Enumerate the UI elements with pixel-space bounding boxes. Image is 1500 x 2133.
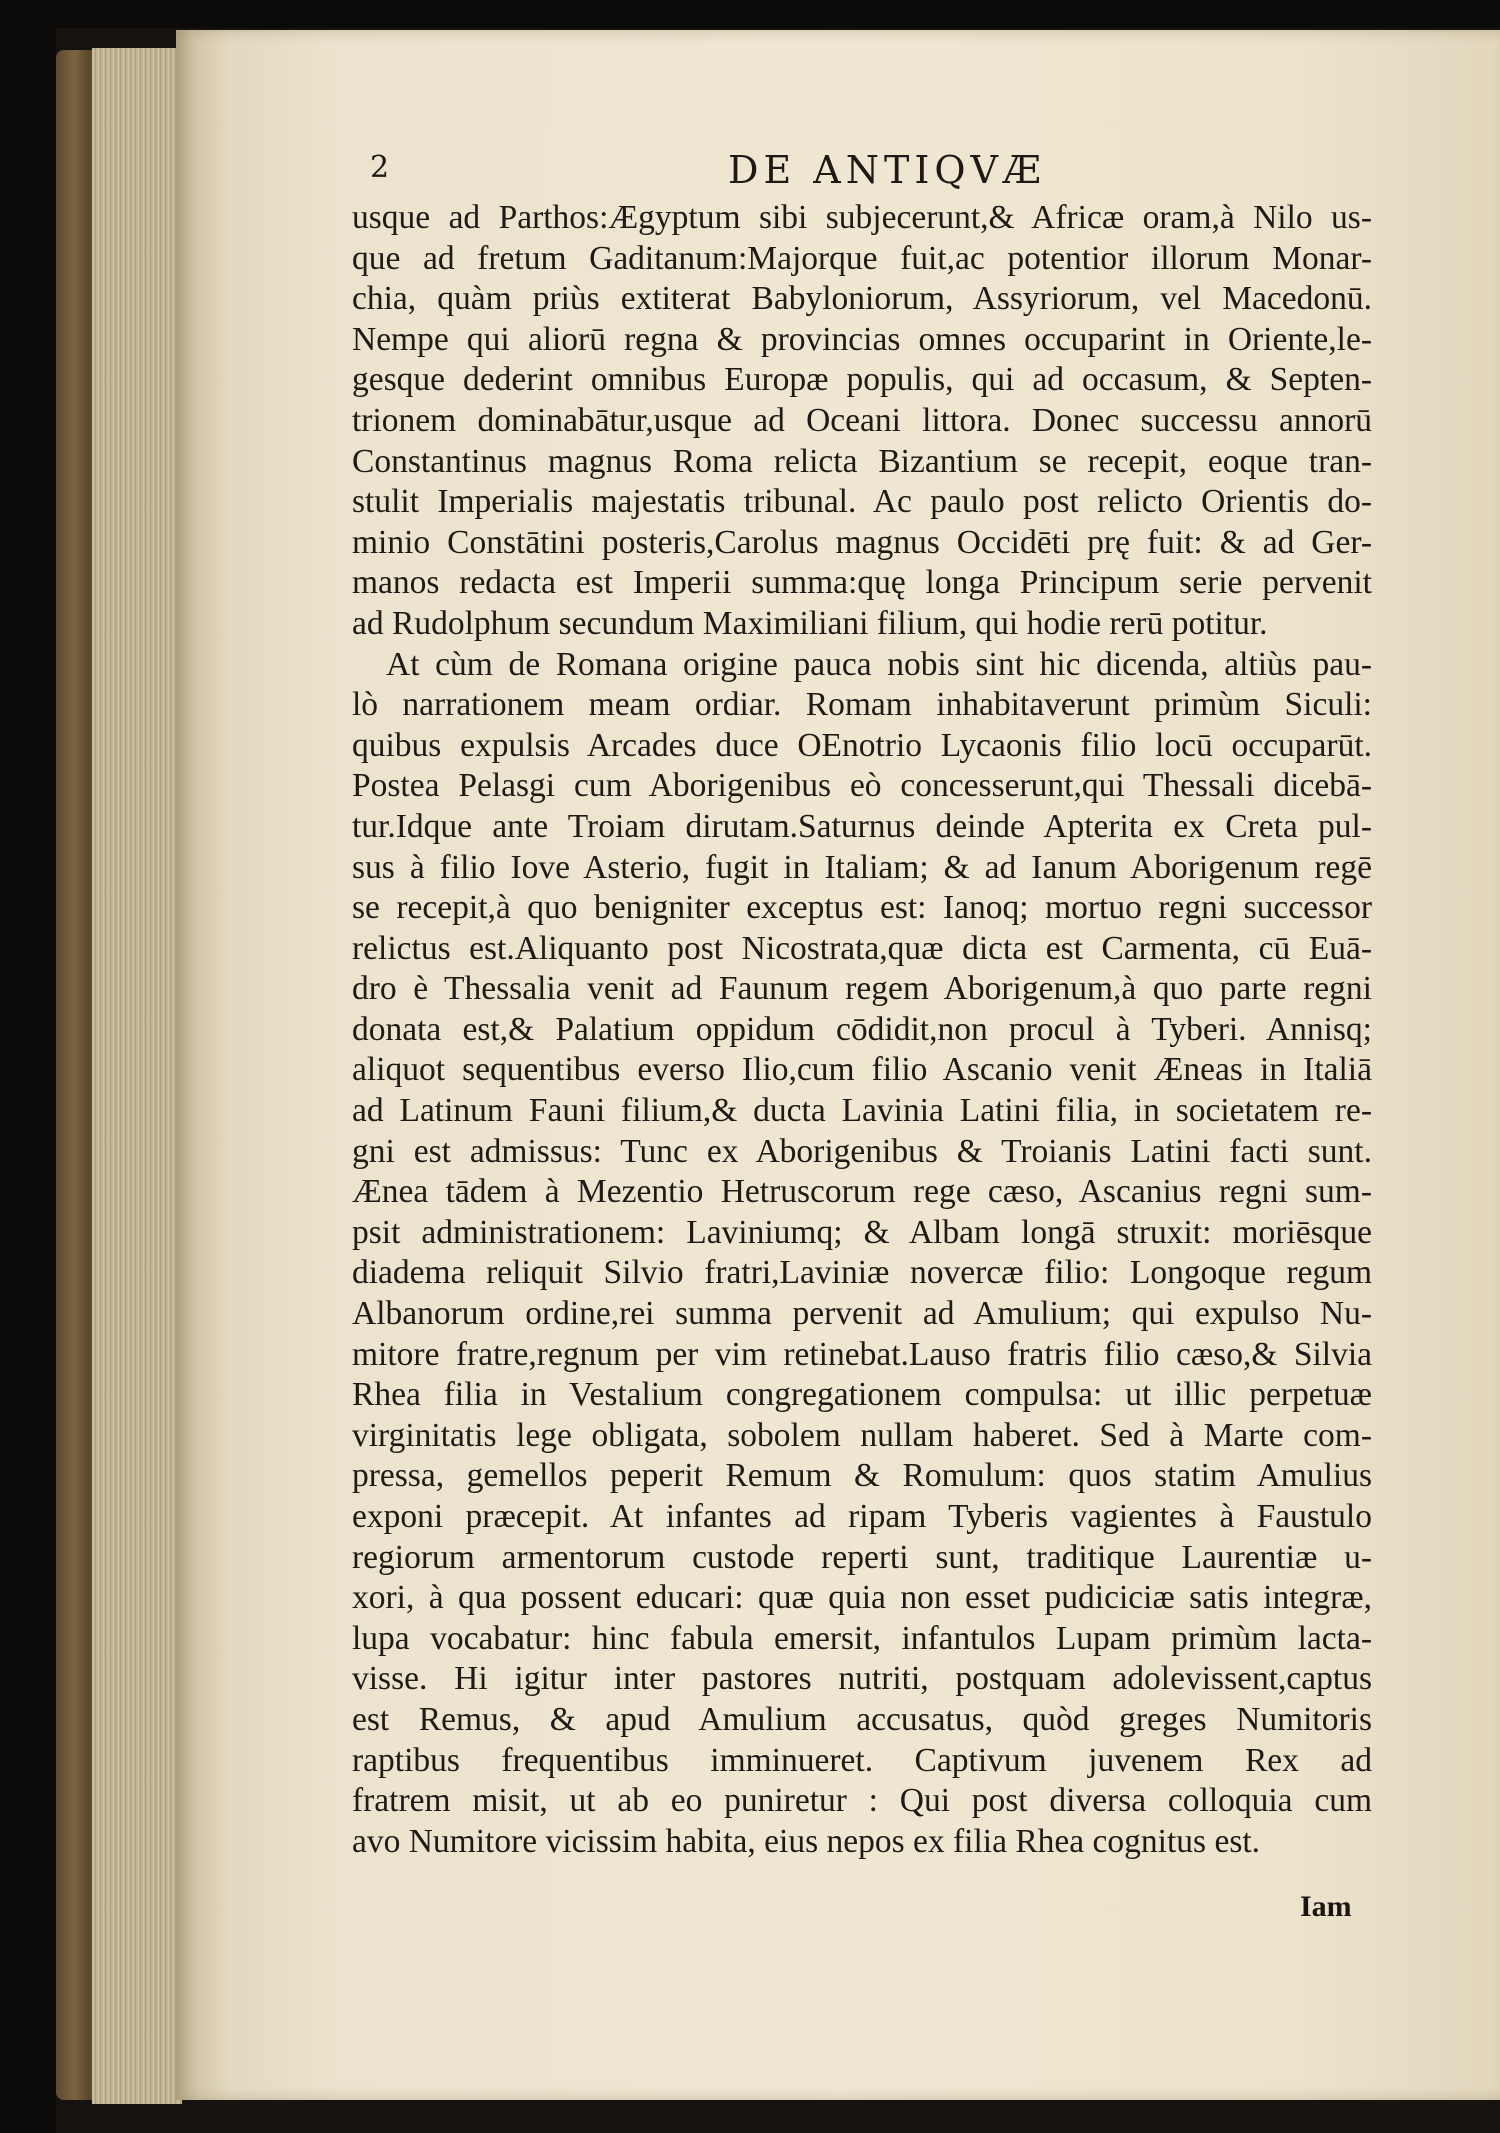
- text-line: usque ad Parthos:Ægyptum sibi subjecerunt,& Africæ oram,à Nilo us-: [352, 199, 1372, 236]
- text-line: donata est,& Palatium oppidum cōdidit,non procul à Tyberi. Annisq;: [352, 1010, 1372, 1048]
- text-line: xori, à qua possent educari: quæ quia non esset pudiciciæ satis integræ,: [352, 1579, 1372, 1617]
- text-line: aliquot sequentibus everso Ilio,cum filio Ascanio venit Æneas in Italiā: [352, 1051, 1372, 1089]
- text-line: At cùm de Romana origine pauca nobis sint hic dicenda, altiùs pau-: [386, 645, 1372, 683]
- text-line: regiorum armentorum custode reperti sunt, traditique Laurentiæ u-: [352, 1538, 1372, 1576]
- text-line: exponi præcepit. At infantes ad ripam Tyberis vagientes à Faustulo: [352, 1498, 1372, 1535]
- text-line: Postea Pelasgi cum Aborigenibus eò concesserunt,qui Thessali dicebā-: [352, 767, 1372, 805]
- text-line: fratrem misit, ut ab eo puniretur : Qui post diversa colloquia cum: [352, 1782, 1372, 1820]
- body-text: [352, 198, 1372, 1862]
- text-line: trionem dominabātur,usque ad Oceani littora. Donec successu annorū: [352, 401, 1372, 439]
- text-line: stulit Imperialis majestatis tribunal. Ac paulo post relicto Orientis do-: [352, 483, 1372, 521]
- text-line: virginitatis lege obligata, sobolem nullam haberet. Sed à Marte com-: [352, 1416, 1372, 1454]
- text-line: Rhea filia in Vestalium congregationem compulsa: ut illic perpetuæ: [352, 1376, 1372, 1414]
- text-line: est Remus, & apud Amulium accusatus, quòd greges Numitoris: [352, 1700, 1372, 1738]
- text-line: minio Constātini posteris,Carolus magnus Occidēti prę fuit: & ad Ger-: [352, 523, 1372, 561]
- text-line: se recepit,à quo benigniter exceptus est: Ianoq; mortuo regni successor: [352, 889, 1372, 927]
- page-header: [370, 148, 1370, 196]
- page-stack-edges: [92, 48, 182, 2104]
- catchword: Iam: [1300, 1890, 1352, 1923]
- text-line: diadema reliquit Silvio fratri,Laviniæ novercæ filio: Longoque regum: [352, 1254, 1372, 1292]
- text-line: manos redacta est Imperii summa:quę longa Principum serie pervenit: [352, 564, 1372, 602]
- text-line: avo Numitore vicissim habita, eius nepos ex filia Rhea cognitus est.: [352, 1822, 1261, 1860]
- text-line: quibus expulsis Arcades duce OEnotrio Lycaonis filio locū occuparūt.: [352, 726, 1372, 764]
- text-line: mitore fratre,regnum per vim retinebat.Lauso fratris filio cæso,& Silvia: [352, 1335, 1372, 1373]
- text-line: relictus est.Aliquanto post Nicostrata,quæ dicta est Carmenta, cū Euā-: [352, 929, 1372, 967]
- text-line: Constantinus magnus Roma relicta Bizantium se recepit, eoque tran-: [352, 442, 1372, 480]
- text-line: gesque dederint omnibus Europæ populis, qui ad occasum, & Septen-: [352, 361, 1372, 399]
- text-line: dro è Thessalia venit ad Faunum regem Aborigenum,à quo parte regni: [352, 970, 1372, 1008]
- text-line: ad Rudolphum secundum Maximiliani filium, qui hodie rerū potitur.: [352, 604, 1268, 642]
- text-line: psit administrationem: Laviniumq; & Albam longā struxit: moriēsque: [352, 1213, 1372, 1251]
- text-line: sus à filio Iove Asterio, fugit in Italiam; & ad Ianum Aborigenum regē: [352, 848, 1372, 886]
- text-line: raptibus frequentibus imminueret. Captivum juvenem Rex ad: [352, 1741, 1372, 1779]
- text-line: que ad fretum Gaditanum:Majorque fuit,ac potentior illorum Monar-: [352, 239, 1372, 277]
- text-line: lò narrationem meam ordiar. Romam inhabitaverunt primùm Siculi:: [352, 686, 1372, 724]
- text-line: chia, quàm priùs extiterat Babyloniorum, Assyriorum, vel Macedonū.: [352, 280, 1372, 318]
- text-line: visse. Hi igitur inter pastores nutriti, postquam adolevissent,captus: [352, 1660, 1372, 1698]
- text-line: Nempe qui aliorū regna & provincias omnes occuparint in Oriente,le-: [352, 320, 1372, 358]
- text-line: Ænea tādem à Mezentio Hetruscorum rege cæso, Ascanius regni sum-: [352, 1173, 1372, 1211]
- text-line: gni est admissus: Tunc ex Aborigenibus & Troianis Latini facti sunt.: [352, 1132, 1372, 1170]
- text-line: pressa, gemellos peperit Remum & Romulum: quos statim Amulius: [352, 1457, 1372, 1495]
- running-head: DE ANTIQVÆ: [728, 148, 1046, 192]
- text-line: Albanorum ordine,rei summa pervenit ad Amulium; qui expulso Nu-: [352, 1295, 1372, 1333]
- text-line: ad Latinum Fauni filium,& ducta Lavinia Latini filia, in societatem re-: [352, 1092, 1372, 1130]
- page-number: 2: [370, 150, 390, 185]
- text-line: tur.Idque ante Troiam dirutam.Saturnus deinde Apterita ex Creta pul-: [352, 807, 1372, 845]
- text-line: lupa vocabatur: hinc fabula emersit, infantulos Lupam primùm lacta-: [352, 1619, 1372, 1657]
